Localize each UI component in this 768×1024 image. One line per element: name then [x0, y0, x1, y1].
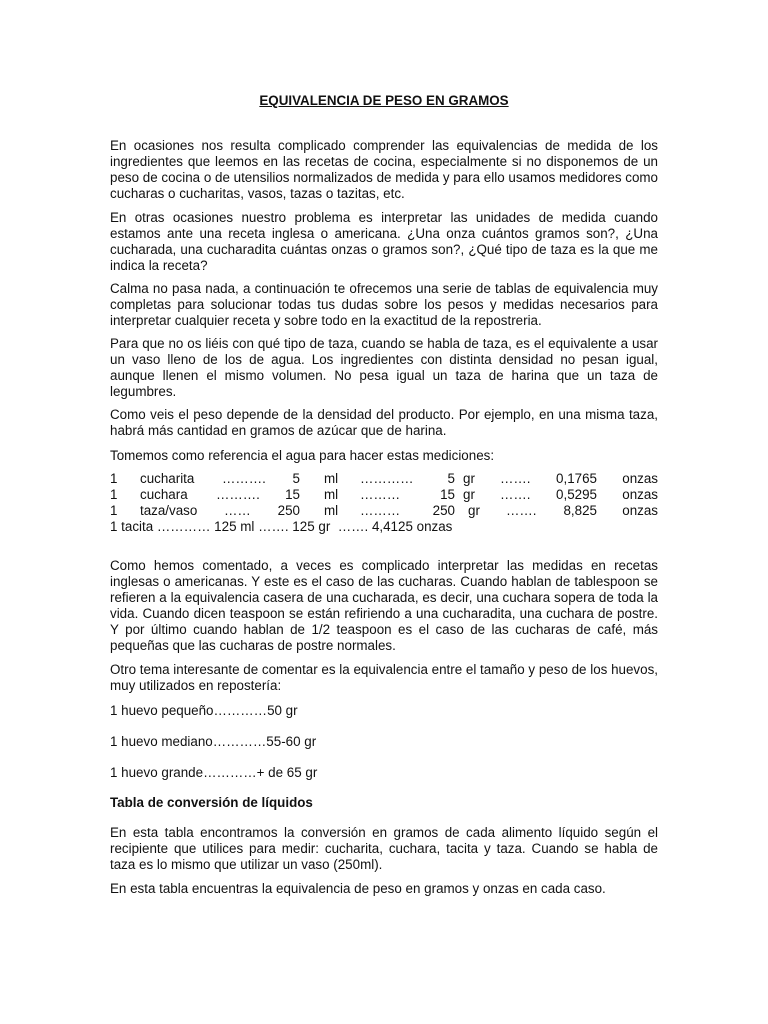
measure-qty: 1 [110, 471, 118, 486]
measure-ml: 5 [292, 471, 300, 486]
measure-dots: ………. [216, 487, 260, 502]
measure-gr: 5 [447, 471, 455, 486]
measure-gr-unit: gr [463, 487, 475, 502]
measure-oz-unit: onzas [622, 503, 658, 518]
measure-dots: …… [224, 503, 251, 518]
paragraph-cucharas: Como hemos comentado, a veces es complicado interpretar las medidas en recetas inglesas o americanas. Y este es el caso de las cucharas. Cuando hablan de tablespoon se refieren a la equivalencia casera de una cucharada, es decir, una cuchara sopera de toda la vida. Cuando dicen teaspoon se están refiriendo a una cucharadita, una cuchara de postre. Y por último cuando hablan de 1/2 teaspoon es el caso de las cucharas de café, más pequeñas que las cucharas de postre normales. [110, 558, 658, 653]
paragraph-referencia-agua: Tomemos como referencia el agua para hacer estas mediciones: [110, 448, 495, 463]
measure-item: cucharita [140, 471, 195, 486]
measure-dots: ……. [500, 487, 531, 502]
measure-gr: 250 [432, 503, 455, 518]
measure-oz: 8,825 [563, 503, 597, 518]
paragraph-calma: Calma no pasa nada, a continuación te ofrecemos una serie de tablas de equivalencia muy completas para solucionar todas tus dudas sobre los pesos y medidas necesarios para interpretar cualquier receta y sobre todo en la exactitud de la repostreria. [110, 281, 658, 328]
measure-ml: 15 [285, 487, 300, 502]
measure-gr: 15 [440, 487, 455, 502]
measure-row [110, 503, 658, 519]
paragraph-taza: Para que no os liéis con qué tipo de taza, cuando se habla de taza, es el equivalente a usar un vaso lleno de los de agua. Los ingredientes con distinta densidad no pesan igual, aunque llenen el mismo volumen. No pesa igual un taza de harina que un taza de legumbres. [110, 336, 658, 399]
paragraph-units-problem: En otras ocasiones nuestro problema es interpretar las unidades de medida cuando estamos ante una receta inglesa o americana. ¿Una onza cuántos gramos son?, ¿Una cucharada, una cucharadita cuántas onzas o gramos son?, ¿Qué tipo de taza es la que me indica la receta? [110, 210, 658, 273]
measure-ml-unit: ml [324, 487, 339, 502]
paragraph-equivalencia-onzas: En esta tabla encuentras la equivalencia de peso en gramos y onzas en cada caso. [110, 881, 606, 896]
measure-item: taza/vaso [140, 503, 198, 518]
paragraph-huevos-intro: Otro tema interesante de comentar es la equivalencia entre el tamaño y peso de los huevos, muy utilizados en repostería: [110, 662, 658, 693]
tacita-line: 1 tacita ………… 125 ml ……. 125 gr ……. 4,4125 onzas [110, 519, 453, 534]
measure-dots: ……. [500, 471, 531, 486]
measure-ml-unit: ml [324, 503, 339, 518]
egg-size-item: 1 huevo mediano…………55-60 gr [110, 734, 317, 749]
measure-oz-unit: onzas [622, 471, 658, 486]
paragraph-densidad: Como veis el peso depende de la densidad del producto. Por ejemplo, en una misma taza, habrá más cantidad en gramos de azúcar que de harina. [110, 407, 658, 438]
measure-dots: ………. [222, 471, 266, 486]
measure-oz: 0,1765 [556, 471, 597, 486]
section-heading-liquidos: Tabla de conversión de líquidos [110, 795, 313, 810]
measure-gr-unit: gr [468, 503, 480, 518]
measure-dots: ……… [360, 503, 401, 518]
measure-ml: 250 [277, 503, 300, 518]
measure-qty: 1 [110, 503, 118, 518]
measure-dots: ………… [360, 471, 414, 486]
egg-size-item: 1 huevo pequeño…………50 gr [110, 703, 298, 718]
measure-dots: ……. [506, 503, 537, 518]
measure-row [110, 471, 658, 487]
measure-item: cuchara [140, 487, 188, 502]
measure-gr-unit: gr [463, 471, 475, 486]
paragraph-conversion: En esta tabla encontramos la conversión en gramos de cada alimento líquido según el recipiente que utilices para medir: cucharita, cuchara, tacita y taza. Cuando se habla de taza es lo mismo que utilizar un vaso (250ml). [110, 825, 658, 872]
egg-size-item: 1 huevo grande…………+ de 65 gr [110, 765, 318, 780]
page-title: EQUIVALENCIA DE PESO EN GRAMOS [259, 93, 509, 108]
measure-oz: 0,5295 [556, 487, 597, 502]
paragraph-intro: En ocasiones nos resulta complicado comprender las equivalencias de medida de los ingredientes que leemos en las recetas de cocina, especialmente si no disponemos de un peso de cocina o de utensilios normalizados de medida y para ello usamos medidores como cucharas o cucharitas, vasos, tazas o tazitas, etc. [110, 138, 658, 201]
measure-qty: 1 [110, 487, 118, 502]
measure-ml-unit: ml [324, 471, 339, 486]
measure-dots: ……… [360, 487, 401, 502]
measure-row [110, 487, 658, 503]
measure-oz-unit: onzas [622, 487, 658, 502]
